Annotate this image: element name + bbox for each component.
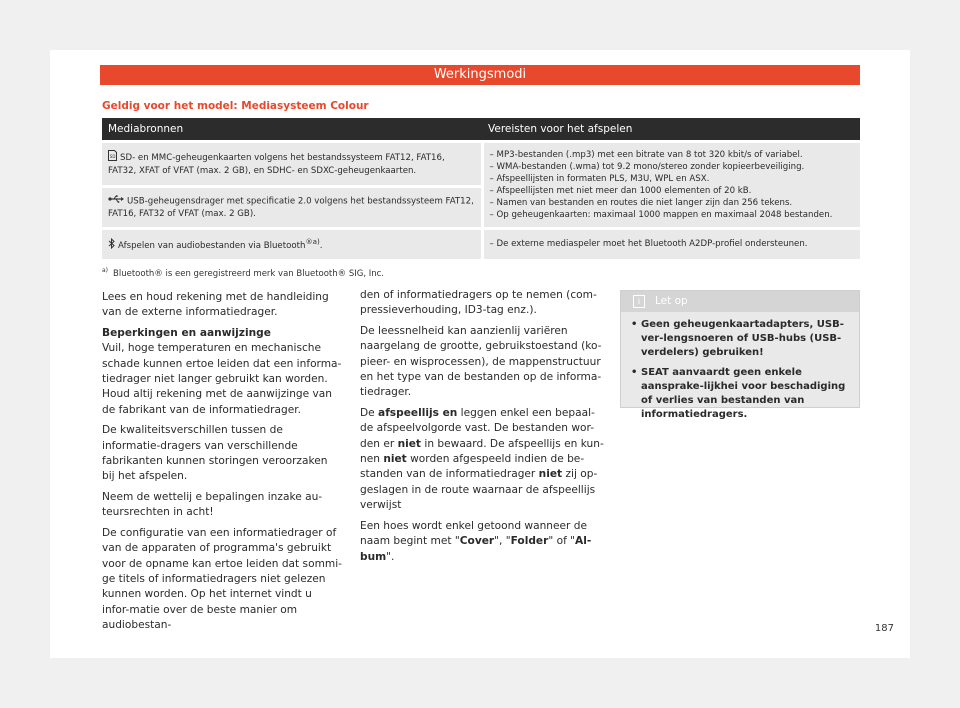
info-icon: i (633, 295, 645, 308)
paragraph: Neem de wettelij e bepalingen inzake au-teursrechten in acht! (102, 490, 323, 519)
table-cell-requirements: – De externe mediaspeler moet het Bluetooth A2DP-profiel ondersteunen. (482, 229, 860, 259)
caution-box (620, 290, 860, 420)
text-run-bold: niet (538, 468, 563, 481)
paragraph: De kwaliteitsverschillen tussen de informatie-dragers van verschillende fabrikanten kunnen storingen veroorzaken bij het afspelen. (102, 424, 328, 483)
table-cell-source (102, 142, 482, 187)
requirement-line: – Op geheugenkaarten: maximaal 1000 mappen en maximaal 2048 bestanden. (489, 210, 833, 220)
table-cell-source (102, 229, 482, 259)
usb-icon (108, 195, 124, 207)
footnote-marker: a) (102, 267, 109, 274)
text-run-bold: niet (383, 453, 407, 466)
source-text: SD- en MMC-geheugenkaarten volgens het bestandssysteem FAT12, FAT16, FAT32, XFAT of VFAT (max. 2 GB), en SDHC- en SDXC-geheugenkaarten. (108, 153, 445, 177)
text-run: worden afgespeeld indien de be-standen van de informatiedrager (360, 453, 585, 481)
requirement-line: – WMA-bestanden (.wma) tot 9.2 mono/stereo zonder kopieerbeveiliging. (489, 162, 805, 172)
list-item (631, 318, 849, 360)
bluetooth-icon (108, 238, 115, 253)
text-run: in bewaard. De afspeellijs en kun-nen (360, 437, 604, 466)
paragraph (360, 406, 606, 514)
caution-title: Let op (655, 295, 688, 307)
paragraph: Vuil, hoge temperaturen en mechanische schade kunnen ertoe leiden dat een informa-tiedrager niet langer gebruikt kan worden. Houd altij rekening met de aanwijzinge van de fabrikant van de informatiedrager. (102, 342, 342, 416)
caution-title-bar (621, 291, 859, 312)
source-text: USB-geheugensdrager met specificatie 2.0 volgens het bestandssysteem FAT12, FAT16, FAT32 of VFAT (max. 2 GB). (108, 196, 474, 219)
text-column-left (102, 290, 342, 639)
subheading: Beperkingen en aanwijzinge (102, 326, 271, 339)
text-run: De (360, 406, 379, 419)
text-run: zij op-geslagen in de route waarnaar de afspeellijs verwijst (360, 468, 598, 512)
column-header-sources: Mediabronnen (102, 118, 482, 142)
text-run: leggen enkel een bepaal-de afspeelvolgorde vast. De bestanden wor-den er (360, 406, 595, 450)
footnote-text: Bluetooth® is een geregistreerd merk van Bluetooth® SIG, Inc. (113, 268, 385, 279)
table-header-row (102, 118, 860, 142)
bullet-icon: • (631, 367, 638, 378)
paragraph (360, 519, 606, 565)
text-run-bold: Al-bum (360, 535, 592, 563)
sd-card-icon (108, 150, 117, 165)
table-cell-requirements (482, 142, 860, 229)
paragraph: De configuratie van een informatiedrager of van de apparaten of programma's gebruikt voor de opname kan ertoe leiden dat sommi-ge titels of informatiedragers niet gelezen kunnen worden. Op het internet vindt u infor-matie over de beste manier om audiobestan- (102, 526, 342, 632)
manual-page (50, 50, 910, 658)
svg-text:SD: SD (109, 154, 116, 160)
requirement-line: – MP3-bestanden (.mp3) met een bitrate van 8 tot 320 kbit/s of variabel. (489, 150, 803, 160)
media-requirements-table (102, 118, 860, 259)
footnote (102, 267, 384, 279)
source-text-tail: . (319, 240, 323, 251)
requirement-line: – Namen van bestanden en routes die niet langer zijn dan 256 tekens. (489, 198, 793, 208)
text-column-middle (360, 288, 606, 570)
caution-text: SEAT aanvaardt geen enkele aansprake-lijkhei voor beschadiging of verlies van bestanden van informatiedragers. (641, 367, 846, 420)
text-run-bold: niet (397, 437, 422, 450)
bullet-icon: • (631, 319, 638, 330)
column-header-requirements: Vereisten voor het afspelen (482, 118, 860, 142)
text-run-bold: afspeellijs en (378, 406, 458, 419)
text-run: " of " (548, 535, 576, 548)
table-row (102, 142, 860, 187)
table-cell-source (102, 186, 482, 228)
caution-text: Geen geheugenkaartadapters, USB-ver-lengsnoeren of USB-hubs (USB-verdelers) gebruiken! (641, 319, 844, 358)
list-item (631, 366, 849, 422)
text-run: ". (386, 550, 395, 563)
text-run-bold: Cover (459, 535, 495, 548)
paragraph: De leessnelheid kan aanzienlij variëren naargelang de grootte, gebruikstoestand (ko-pieer- en wisprocessen), de mappenstructuur en het type van de bestanden op de informa-tiedrager. (360, 324, 602, 399)
text-run-bold: Folder (510, 535, 549, 548)
table-row (102, 229, 860, 259)
validity-note: Geldig voor het model: Mediasysteem Colour (102, 100, 369, 112)
page-number: 187 (874, 623, 894, 634)
footnote-reference: ®a) (305, 237, 320, 246)
text-run: Een hoes wordt enkel getoond wanneer de naam begint met " (360, 519, 588, 548)
caution-body (621, 312, 859, 422)
paragraph: Lees en houd rekening met de handleiding van de externe informatiedrager. (102, 291, 329, 319)
paragraph: den of informatiedragers op te nemen (com-pressieverhouding, ID3-tag enz.). (360, 289, 597, 317)
requirement-line: – Afspeellijsten met niet meer dan 1000 elementen of 20 kB. (489, 186, 752, 196)
source-text: Afspelen van audiobestanden via Bluetooth (118, 240, 306, 251)
section-header: Werkingsmodi (100, 65, 860, 85)
text-run: ", " (494, 535, 511, 548)
requirement-line: – Afspeellijsten in formaten PLS, M3U, WPL en ASX. (489, 174, 710, 184)
